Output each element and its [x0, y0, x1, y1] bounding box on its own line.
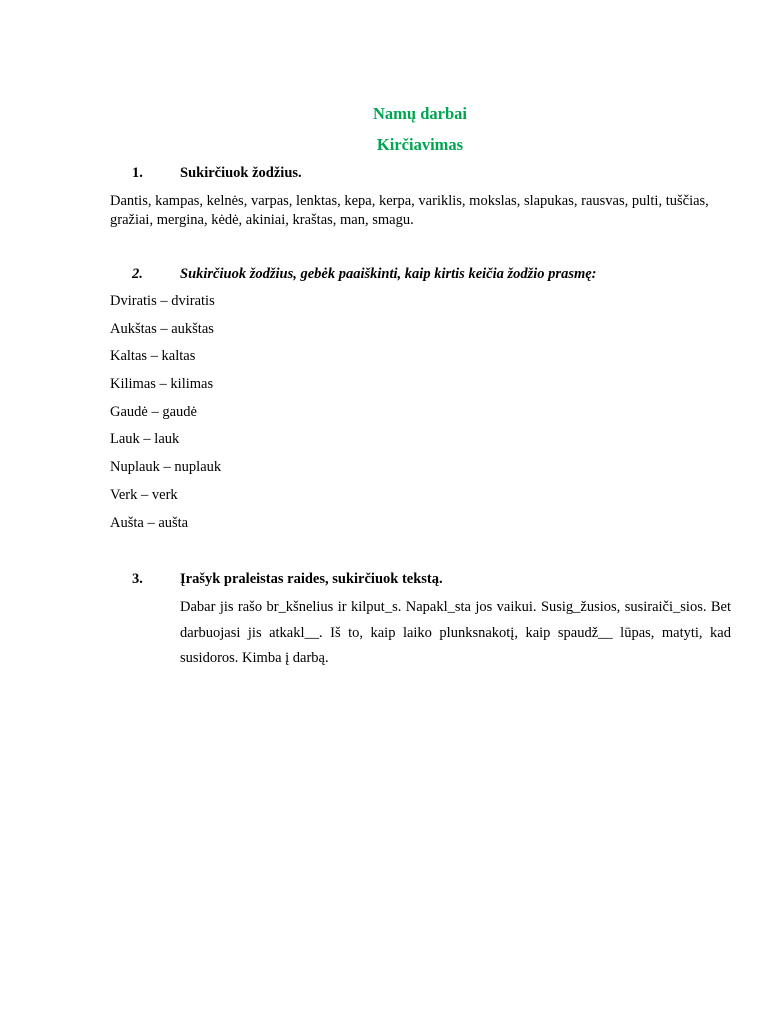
word-pair: Gaudė – gaudė: [110, 404, 197, 420]
document-title: Namų darbai: [373, 104, 467, 123]
word-pair: Aušta – aušta: [110, 515, 189, 531]
word-pair: Dviratis – dviratis: [110, 293, 215, 309]
task3-text: Dabar jis rašo br_kšnelius ir kilput_s. Napakl_sta jos vaikui. Susig_žusios, susiraiči_sios. Bet darbuojasi jis atkakl__. Iš to, kaip laiko plunksnakotį, kaip spaudž__ lūpas, matyti, kad susidoros. Kimba į darbą.: [180, 599, 731, 666]
task1-text: Dantis, kampas, kelnės, varpas, lenktas, kepa, kerpa, variklis, mokslas, slapukas, rausvas, pulti, tuščias, gražiai, mergina, kėdė, akiniai, kraštas, man, smagu.: [110, 193, 709, 228]
word-pair: Lauk – lauk: [110, 431, 180, 447]
task3-number: 3.: [132, 571, 143, 587]
task2-number: 2.: [132, 266, 143, 282]
word-pair: Nuplauk – nuplauk: [110, 459, 222, 475]
task1-heading: Sukirčiuok žodžius.: [180, 165, 302, 181]
task1-number: 1.: [132, 165, 143, 181]
task3-heading: Įrašyk praleistas raides, sukirčiuok tekstą.: [180, 571, 443, 587]
document-subtitle: Kirčiavimas: [376, 135, 464, 154]
word-pair: Kilimas – kilimas: [110, 376, 214, 392]
word-pair: Verk – verk: [110, 487, 178, 503]
word-pair: Kaltas – kaltas: [110, 348, 196, 364]
word-pair: Aukštas – aukštas: [110, 321, 214, 337]
task2-heading: Sukirčiuok žodžius, gebėk paaiškinti, kaip kirtis keičia žodžio prasmę:: [180, 266, 597, 282]
